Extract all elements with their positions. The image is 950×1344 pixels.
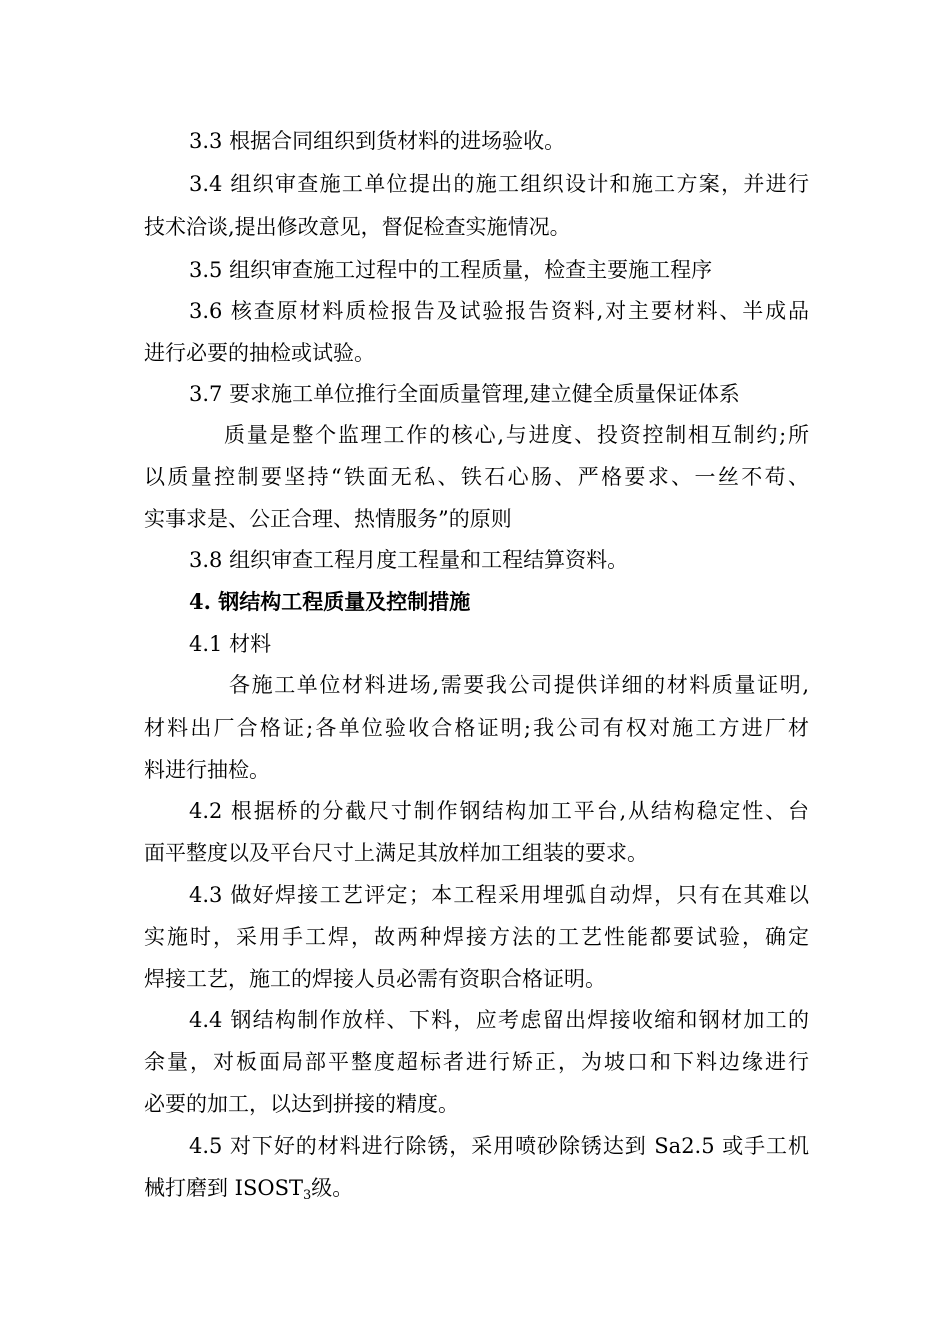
paragraph-3-6-line-1: 3.6 核查原材料质检报告及试验报告资料,对主要材料、半成品 bbox=[189, 299, 809, 323]
paragraph-3-5-line-1: 3.5 组织审查施工过程中的工程质量，检查主要施工程序 bbox=[189, 258, 713, 282]
section-heading-4: 4. 钢结构工程质量及控制措施 bbox=[189, 589, 471, 614]
paragraph-4-5-line-2 bbox=[144, 1173, 353, 1203]
paragraph-4-1-line-3: 料进行抽检。 bbox=[144, 758, 270, 782]
paragraph-4-2-line-2: 面平整度以及平台尺寸上满足其放样加工组装的要求。 bbox=[144, 841, 648, 865]
paragraph-quality-line-3: 实事求是、公正合理、热情服务”的原则 bbox=[144, 507, 512, 531]
paragraph-4-1-line-2: 材料出厂合格证;各单位验收合格证明;我公司有权对施工方进厂材 bbox=[144, 716, 809, 740]
paragraph-4-3-line-2: 实施时，采用手工焊，故两种焊接方法的工艺性能都要试验，确定 bbox=[144, 925, 809, 949]
paragraph-3-7-line-1: 3.7 要求施工单位推行全面质量管理,建立健全质量保证体系 bbox=[189, 382, 740, 406]
paragraph-3-8-line-1: 3.8 组织审查工程月度工程量和工程结算资料。 bbox=[189, 548, 629, 572]
paragraph-3-4-line-2: 技术洽谈,提出修改意见，督促检查实施情况。 bbox=[144, 215, 571, 239]
paragraph-4-4-line-1: 4.4 钢结构制作放样、下料，应考虑留出焊接收缩和钢材加工的 bbox=[189, 1008, 809, 1032]
subsection-title-4-1: 4.1 材料 bbox=[189, 632, 272, 656]
paragraph-quality-line-2: 以质量控制要坚持“铁面无私、铁石心肠、严格要求、一丝不苟、 bbox=[144, 465, 809, 489]
paragraph-4-2-line-1: 4.2 根据桥的分截尺寸制作钢结构加工平台,从结构稳定性、台 bbox=[189, 799, 809, 823]
paragraph-4-5-line-2-end: 级。 bbox=[311, 1176, 354, 1200]
paragraph-4-5-line-2-text: 械打磨到 ISOST bbox=[144, 1176, 303, 1200]
paragraph-4-5-line-1: 4.5 对下好的材料进行除锈，采用喷砂除锈达到 Sa2.5 或手工机 bbox=[189, 1134, 809, 1158]
paragraph-4-3-line-1: 4.3 做好焊接工艺评定；本工程采用埋弧自动焊，只有在其难以 bbox=[189, 883, 809, 907]
paragraph-quality-line-1: 质量是整个监理工作的核心,与进度、投资控制相互制约;所 bbox=[224, 423, 809, 447]
paragraph-4-3-line-3: 焊接工艺，施工的焊接人员必需有资职合格证明。 bbox=[144, 967, 606, 991]
paragraph-3-4-line-1: 3.4 组织审查施工单位提出的施工组织设计和施工方案，并进行 bbox=[189, 172, 809, 196]
paragraph-3-6-line-2: 进行必要的抽检或试验。 bbox=[144, 341, 375, 365]
subscript-3: 3 bbox=[302, 1188, 312, 1203]
paragraph-4-1-line-1: 各施工单位材料进场,需要我公司提供详细的材料质量证明, bbox=[229, 673, 809, 697]
paragraph-4-4-line-2: 余量，对板面局部平整度超标者进行矫正，为坡口和下料边缘进行 bbox=[144, 1050, 809, 1074]
paragraph-4-4-line-3: 必要的加工，以达到拼接的精度。 bbox=[144, 1092, 459, 1116]
paragraph-3-3-line-1: 3.3 根据合同组织到货材料的进场验收。 bbox=[189, 129, 566, 153]
